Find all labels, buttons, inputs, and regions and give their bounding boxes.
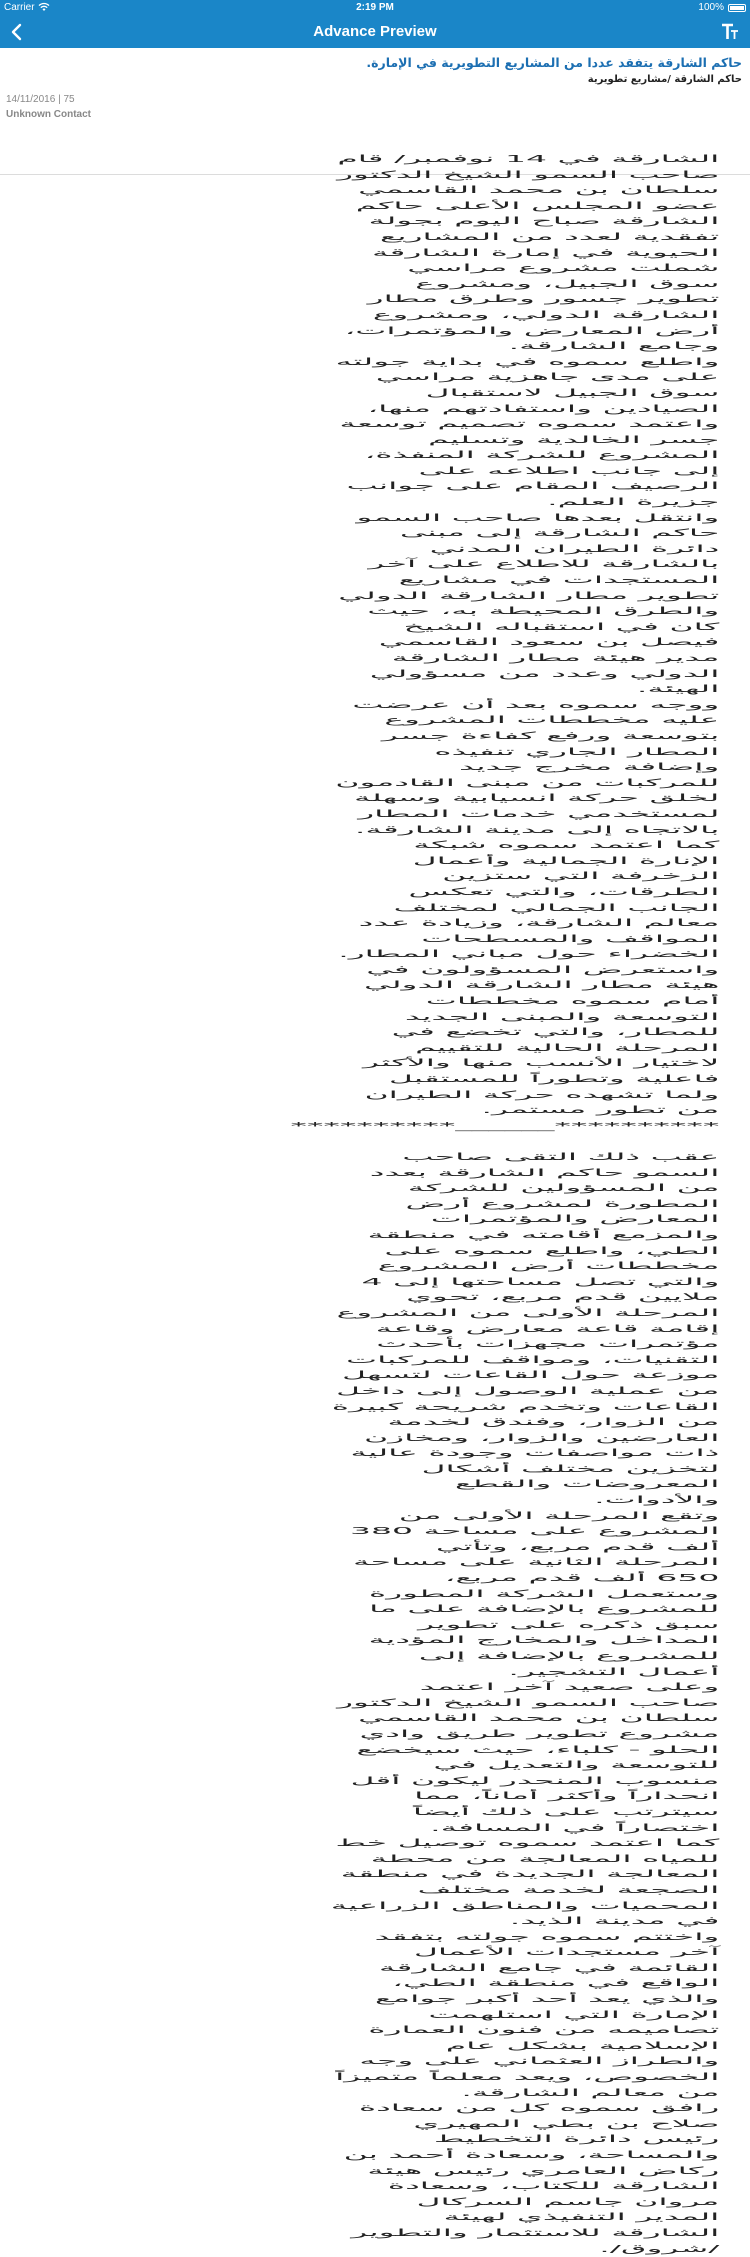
carrier-label: Carrier [4,2,35,13]
article-paragraph: الشارقة في 14 نوفمبر/ قام صاحب السمو الشيخ الدكتور سلطان بن محمد القاسمي عضو المجلس الأعلى حاكم الشارقة صباح اليوم بجولة تفقدية لعدد من المشاريع الحيوية في إمارة الشارقة شملت مشروع مراسي سوق الجبيل، ومشروع تطوير جسور وطرق مطار الشارقة الدولي، ومشروع أرض المعارض والمؤتمرات، وجامع الشارقة. [337,154,720,353]
spacer [330,1134,719,1150]
page-title: Advance Preview [313,23,437,40]
article-paragraph: كما اعتمد سموه توصيل خط للمياه المعالجة من محطة المعالجة الجديدة في منطقة الصجعة لخدمة مختلف المحميات والمناطق الزراعية في مدينة الذيد. [330,1838,720,1928]
article-date: 14/11/2016 | 75 [6,94,75,105]
article-paragraph: وعلى صعيد آخر اعتمد صاحب السمو الشيخ الدكتور سلطان بن محمد القاسمي مشروع تطوير طريق وادي الحلو - كلباء، حيث سيخضع للتوسعة والتعديل في منسوب المنحدر ليكون أقل انحداراً وأكثر أماناً، مما سيترتب على ذلك أيضاً اختصاراً في المسافة. [337,1682,720,1834]
text-size-icon[interactable] [720,22,740,42]
article-paragraph: عقب ذلك التقى صاحب السمو حاكم الشارقة بعدد من المسؤولين للشركة المطورة لمشروع أرض المعارض والمؤتمرات والمزمع أقامته في منطقة الطي، واطلع سموه على مخططات أرض المشروع والتي تصل مساحتها إلى 4 ملايين قدم مربع، تحوي المرحلة الأولى من المشروع إقامة قاعة معارض وقاعة مؤتمرات مجهزات بأحدث التقنيات، ومواقف للمركبات موزعة حول القاعات لتسهل من عملية الوصول إلى داخل القاعات وتخدم شريحة كبيرة من الزوار، وفندق لخدمة العارضين والزوار، ومخازن ذات مواصفات وجودة عالية لتخزين مختلف أشكال المعروضات والقطع والأدوات. [331,1152,720,1507]
article-header [0,48,750,130]
article-paragraph: رافق سموه كل من سعادة صلاح بن بطي المهيري رئيس دائرة التخطيط والمساحة، وسعادة أحمد بن ركاض العامري رئيس هيئة الشارقة للكتاب، وسعادة مروان جاسم السركال المدير التنفيذي لهيئة الشارقة للاستثمار والتطوير /شروق/. [343,2103,720,2255]
article-paragraph: وتقع المرحلة الأولى من المشروع على مساحة 380 ألف قدم مربع، وتأتي المرحلة الثانية على مساحة 650 ألف قدم مربع، وستعمل الشركة المطورة للمشروع بالإضافة على ما سبق ذكره على تطوير المداخل والمخارج المؤدية للمشروع بالإضافة إلى أعمال التشجير. [349,1510,720,1678]
article-paragraph: واختتم سموه جولته بتفقد آخر مستجدات الأعمال القائمة في جامع الشارقة الواقع في منطقة الطي، والذي يعد أحد أكبر جوامع الإمارة التي استلهمت تصاميمه من فنون العمارة الإسلامية بشكل عام والطراز العثماني على وجه الخصوص، ويعد معلماً متميزاً من معالم الشارقة. [335,1931,720,2099]
nav-bar [0,16,750,48]
article-paragraph: ووجه سموه بعد أن عرضت عليه مخططات المشروع بتوسعة ورفع كفاءة جسر المطار الجاري تنفيذه وإضافة مخرج جديد للمركبات من مبنى القادمون لخلق حركة انسيابية وسهلة لمستخدمي خدمات المطار بالاتجاه إلى مدينة الشارقة. [335,699,720,836]
article-body[interactable] [0,152,750,2255]
status-bar [0,0,750,16]
article-category: حاكم الشارقة /مشاريع تطويرية [587,74,742,85]
article-headline: حاكم الشارقة يتفقد عددا من المشاريع التطويرية في الإمارة. [366,55,742,70]
battery-icon [728,4,746,12]
article-paragraph: كما اعتمد سموه شبكة الإنارة الجمالية وأعمال الزخرفة التي ستزين الطرقات، والتي تعكس الجانب الجمالي لمختلف معالم الشارقة، وزيادة عدد المواقف والمسطحات الخضراء حول مباني المطار. [338,840,720,961]
article-paragraph: وانتقل بعدها صاحب السمو حاكم الشارقة إلى مبنى دائرة الطيران المدني بالشارقة للاطلاع على آخر المستجدات في مشاريع تطوير مطار الشارقة الدولي والطرق المحيطة به، حيث كان في استقباله الشيخ فيصل بن سعود القاسمي مدير هيئة مطار الشارقة الدولي وعدد من مسؤولي الهيئة. [338,512,720,696]
article-paragraph: واطلع سموه في بداية جولته على مدى جاهزية مراسي سوق الجبيل لاستقبال الصيادين واستفادتهم منها، واعتمد سموه تصميم توسعة جسر الخالدية وتسليم المشروع للشركة المنفذة، إلى جانب اطلاعه على الرصيف المقام على جوانب جزيرة العلم. [335,356,720,509]
article-contact: Unknown Contact [6,109,91,120]
clock: 2:19 PM [356,2,394,13]
article-paragraph: واستعرض المسؤولون في هيئة مطار الشارقة الدولي أمام سموه مخططات التوسعة والمبنى الجديد للمطار، والتي تخضع في المرحلة الحالية للتقييم لاختيار الأنسب منها والأكثر فاعلية وتطوراً للمستقبل ولما تشهده حركة الطيران من تطور مستمر. [363,964,720,1117]
battery-percent: 100% [698,2,724,13]
separator-line: **********______********** [290,1120,720,1132]
